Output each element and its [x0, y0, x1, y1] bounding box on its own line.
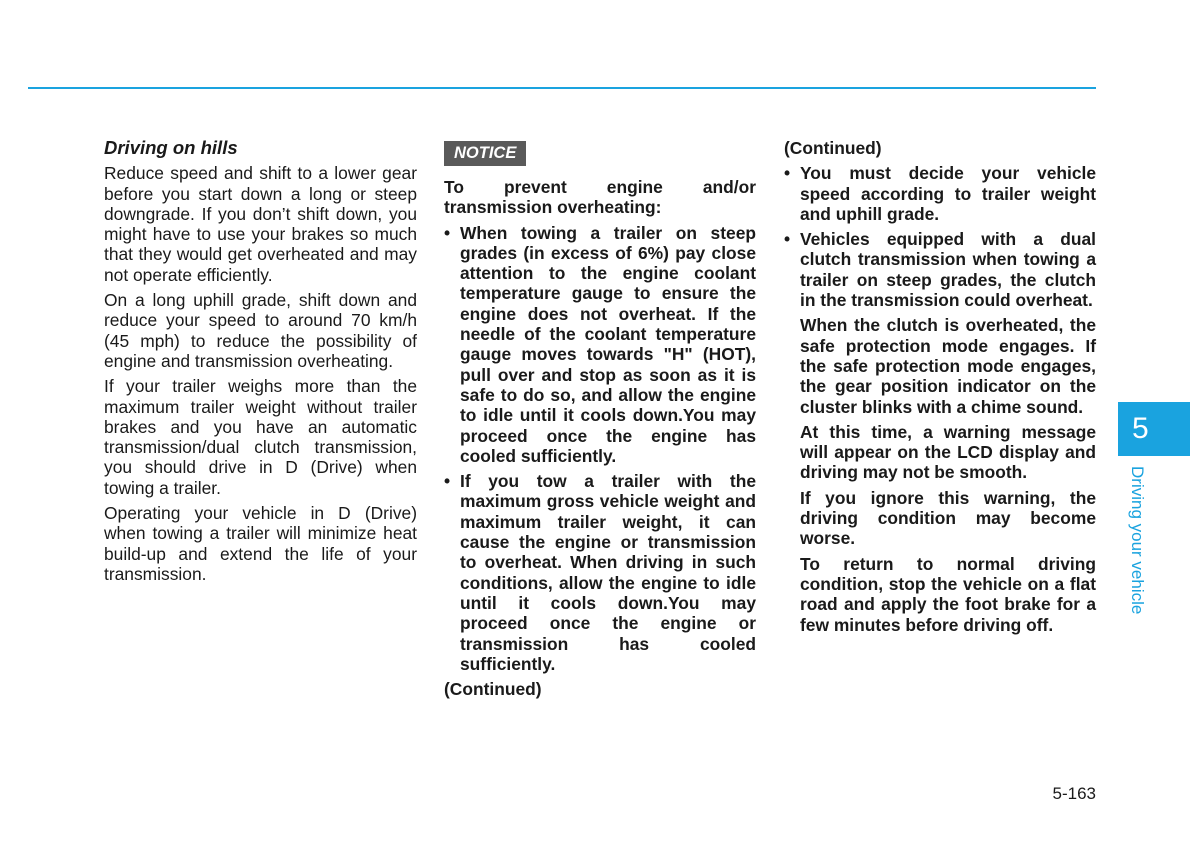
chapter-title: Driving your vehicle: [1128, 466, 1147, 615]
chapter-tab: 5: [1118, 402, 1190, 456]
bullet-item: • Vehicles equipped with a dual clutch transmission when towing a trailer on steep grades, the clutch in the transmission could overheat.: [784, 229, 1096, 310]
column-driving-on-hills: [104, 138, 417, 589]
header-rule: [28, 87, 1096, 89]
paragraph: Operating your vehicle in D (Drive) when towing a trailer will minimize heat build-up and extend the life of your transmission.: [104, 503, 417, 584]
paragraph: At this time, a warning message will appear on the LCD display and driving may not be smooth.: [800, 421, 1096, 483]
paragraph: To return to normal driving condition, stop the vehicle on a flat road and apply the foot brake for a few minutes before driving off.: [800, 553, 1096, 635]
column-continued: [784, 138, 1096, 640]
notice-badge: NOTICE: [444, 141, 526, 166]
paragraph: If you ignore this warning, the driving condition may become worse.: [800, 487, 1096, 549]
bullet-item: • You must decide your vehicle speed according to trailer weight and uphill grade.: [784, 163, 1096, 224]
page-number: 5-163: [1052, 784, 1096, 803]
bullet-item: • When towing a trailer on steep grades (in excess of 6%) pay close attention to the engine coolant temperature gauge to ensure the engine does not overheat. If the needle of the coolant temperature gauge moves towards "H" (HOT), pull over and stop as soon as it is safe to do so, and allow the engine to idle until it cools down.You may proceed once the engine has cooled sufficiently.: [444, 223, 756, 467]
continued-label: (Continued): [784, 138, 882, 158]
paragraph: If your trailer weighs more than the maximum trailer weight without trailer brakes and you have an automatic transmission/dual clutch transmission, you should drive in D (Drive) when towing a trailer.: [104, 376, 417, 498]
paragraph: On a long uphill grade, shift down and reduce your speed to around 70 km/h (45 mph) to reduce the possibility of engine and transmission overheating.: [104, 290, 417, 371]
bullet-item: • If you tow a trailer with the maximum gross vehicle weight and maximum trailer weight, it can cause the engine or transmission to overheat. When driving in such conditions, allow the engine to idle until it cools down.You may proceed once the engine or transmission has cooled sufficiently.: [444, 471, 756, 674]
paragraph: When the clutch is overheated, the safe protection mode engages. If the safe protection mode engages, the gear position indicator on the cluster blinks with a chime sound.: [800, 315, 1096, 417]
continued-label: (Continued): [444, 679, 542, 700]
paragraph: Reduce speed and shift to a lower gear before you start down a long or steep downgrade. If you don’t shift down, you might have to use your brakes so much that they would get overheated and may not operate efficiently.: [104, 163, 417, 285]
section-heading: Driving on hills: [104, 137, 238, 158]
notice-intro: To prevent engine and/or transmission overheating:: [444, 177, 756, 218]
column-notice: [444, 138, 756, 704]
